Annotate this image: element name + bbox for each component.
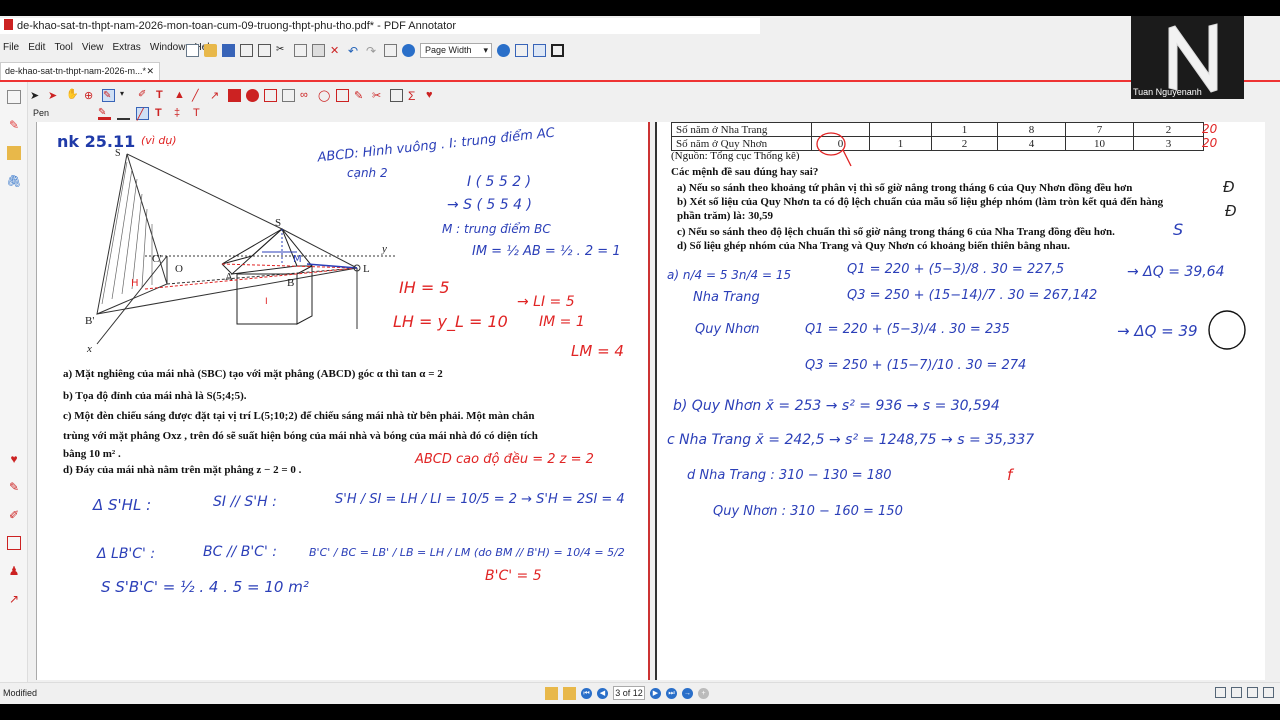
status-text: Modified [3, 688, 38, 698]
page-navigation [545, 686, 709, 700]
pdf-page-right[interactable] [655, 122, 1265, 680]
text-strike-icon[interactable]: ‡ [174, 106, 181, 119]
option-b-2: phần trăm) là: 30,59 [677, 210, 773, 222]
house-figure [57, 144, 397, 374]
new-doc-icon[interactable] [186, 44, 199, 57]
pdf-page-left[interactable] [36, 122, 650, 680]
table-cell: Số năm ở Nha Trang [672, 123, 812, 137]
table-row [672, 137, 1204, 151]
item-b: b) Tọa độ đỉnh của mái nhà là S(5;4;5). [63, 390, 247, 402]
note-LH: LH = y_L = 10 [393, 312, 508, 331]
note-LM: LM = 4 [571, 342, 624, 360]
note-LI: → LI = 5 [517, 294, 575, 310]
pen-dropdown-icon[interactable]: ▾ [120, 88, 125, 98]
table-row [672, 123, 1204, 137]
note-par1: SI // S'H : [213, 494, 277, 510]
note-area: S S'B'C' = ½ . 4 . 5 = 10 m² [101, 578, 309, 596]
straight-line-icon[interactable]: ╱ [136, 107, 149, 120]
side-total-1: 20 [1202, 122, 1218, 136]
mark-f: f [1007, 466, 1013, 484]
document-tab[interactable] [0, 62, 160, 80]
print-icon[interactable] [240, 44, 253, 57]
text-other-icon[interactable]: T [193, 106, 200, 119]
two-page-continuous-icon[interactable] [1263, 687, 1274, 698]
document-tab-label: de-khao-sat-tn-thpt-nam-2026-m...* [5, 66, 147, 76]
option-d: d) Số liệu ghép nhóm của Nha Trang và Quy Nhơn có khoảng biến thiên bằng nhau. [677, 240, 1070, 252]
svg-text:y: y [382, 243, 387, 255]
left-sidebar [0, 82, 28, 682]
eraser-icon[interactable] [264, 89, 277, 102]
svg-text:I: I [265, 297, 268, 307]
note-I: I ( 5 5 2 ) [467, 174, 532, 190]
note-bc: B'C' = 5 [485, 568, 542, 584]
text-tool-icon[interactable]: T [156, 88, 163, 101]
tab-underline [0, 80, 1280, 82]
item-c-2: trùng với mặt phẳng Oxz , trên đó sẽ suất hiện bóng của mái nhà và bóng của mái nhà đó có diện tích [63, 430, 538, 442]
circle-zero-mark [813, 130, 853, 170]
mark-a: Đ [1223, 178, 1235, 196]
close-tab-icon[interactable]: ✕ [146, 66, 154, 76]
window-title [0, 18, 760, 34]
note-ratio2: B'C' / BC = LB' / LB = LH / LM (do BM // B'H) = 10/4 = 5/2 [309, 546, 625, 559]
menu-tool[interactable]: Tool [54, 42, 73, 53]
svg-text:O: O [175, 263, 183, 275]
note-heading: nk 25.11 [57, 132, 136, 151]
marker-icon[interactable]: ✎ [354, 89, 364, 102]
work-nha-trang: Nha Trang [693, 290, 760, 305]
pen-options-toolbar [98, 104, 206, 122]
email-icon[interactable] [258, 44, 271, 57]
note-tri2: Δ LB'C' : [97, 546, 156, 562]
item-a: a) Mặt nghiêng của mái nhà (SBC) tạo với mặt phẳng (ABCD) góc α thì tan α = 2 [63, 368, 443, 380]
menu-bar [0, 40, 1130, 58]
highlighter-icon[interactable]: ✐ [138, 88, 147, 100]
sigma-icon[interactable]: Σ [408, 88, 416, 103]
bookmark-panel-icon[interactable] [7, 146, 21, 160]
table-cell: 8 [998, 123, 1066, 137]
note-tri1: Δ S'HL : [93, 496, 152, 514]
svg-text:H: H [131, 278, 139, 289]
full-screen-icon[interactable] [551, 44, 564, 57]
zoom-tool-icon[interactable]: ⊕ [84, 89, 94, 102]
highlighter-panel-icon[interactable]: ✐ [8, 508, 20, 522]
link-icon[interactable]: ∞ [300, 88, 308, 101]
marker-panel-icon[interactable]: ✎ [8, 118, 20, 132]
question-text: Các mệnh đề sau đúng hay sai? [671, 166, 819, 178]
redo-icon[interactable]: ↷ [366, 43, 377, 58]
table-cell: 3 [1134, 137, 1204, 151]
stamp-icon[interactable]: ▲ [174, 88, 185, 101]
pen-panel-icon[interactable]: ✎ [8, 480, 20, 494]
shaded-roof-shadow [97, 154, 167, 314]
line-width-icon[interactable] [117, 107, 130, 120]
webcam-overlay [1131, 16, 1244, 99]
two-page-view-icon[interactable] [1247, 687, 1258, 698]
delete-icon[interactable]: ✕ [330, 44, 340, 57]
hand-icon[interactable]: ✋ [66, 88, 79, 100]
pdf-annotator-window [0, 16, 1280, 704]
status-bar [0, 682, 1280, 704]
table-cell: 0 [812, 137, 870, 151]
svg-text:C': C' [152, 253, 162, 265]
note-ratio1: S'H / SI = LH / LI = 10/5 = 2 → S'H = 2SI = 4 [335, 492, 625, 507]
note-M: M : trung điểm BC [442, 222, 551, 236]
back-icon[interactable]: → [684, 689, 691, 697]
svg-text:S: S [115, 148, 121, 159]
table-cell: 4 [998, 137, 1066, 151]
menu-extras[interactable]: Extras [112, 42, 141, 53]
work-quy-nhon: Quy Nhơn [695, 322, 760, 337]
svg-text:S: S [275, 217, 282, 229]
note-IM: IM = ½ AB = ½ . 2 = 1 [472, 244, 621, 259]
work-q1-nt: Q1 = 220 + (5−3)/8 . 30 = 227,5 [847, 262, 1065, 277]
arrow-tool-icon[interactable]: ↗ [210, 89, 220, 102]
annotation-toolbar [30, 86, 439, 104]
folder-icon[interactable] [545, 687, 558, 700]
table-cell [870, 123, 932, 137]
table-cell: 1 [932, 123, 998, 137]
menu-file[interactable]: File [3, 42, 20, 53]
fit-page-icon[interactable] [515, 44, 528, 57]
work-c: c Nha Trang x̄ = 242,5 → s² = 1248,75 → s = 35,337 [667, 432, 1035, 448]
window-title-text: de-khao-sat-tn-thpt-nam-2026-mon-toan-cum-09-truong-thpt-phu-tho.pdf* - PDF Annotator [17, 20, 456, 32]
svg-text:A: A [225, 271, 233, 283]
item-d: d) Đáy của mái nhà nằm trên mặt phẳng z − 2 = 0 . [63, 464, 302, 476]
option-a: a) Nếu so sánh theo khoảng tứ phân vị thì số giờ nắng trong tháng 6 của Quy Nhơn đồng đều hơn [677, 182, 1133, 194]
attach-icon[interactable]: ✂ [372, 89, 382, 102]
pdf-doc-icon [4, 19, 13, 30]
favorite-heart-icon[interactable]: ♥ [426, 88, 433, 101]
option-b-1: b) Xét số liệu của Quy Nhơn ta có độ lệch chuẩn của mẫu số liệu ghép nhóm (làm tròn kết quả đến hàng [677, 196, 1164, 208]
item-c-1: c) Một đèn chiếu sáng được đặt tại vị trí L(5;10;2) để chiếu sáng mái nhà từ bên phải. Một màn chắn [63, 410, 535, 422]
image-tool-icon[interactable] [282, 89, 295, 102]
open-folder-icon[interactable] [204, 44, 217, 57]
fit-width-icon[interactable] [533, 44, 546, 57]
first-page-icon[interactable]: ⏮ [581, 688, 592, 699]
pen-color-icon[interactable]: ✎ [98, 107, 111, 120]
rectangle-tool-icon[interactable] [228, 89, 241, 102]
work-a-header: a) n/4 = 5 3n/4 = 15 [667, 268, 792, 282]
select-arrow-icon[interactable]: ➤ [30, 89, 40, 102]
item-c-3: bằng 10 m² . [63, 448, 121, 460]
page-icon[interactable] [384, 44, 397, 57]
menu-window[interactable]: Window [149, 42, 186, 53]
work-d2: Quy Nhơn : 310 − 160 = 150 [713, 504, 903, 519]
table-cell: 10 [1066, 137, 1134, 151]
last-page-icon[interactable]: ⏭ [666, 688, 677, 699]
svg-text:M: M [293, 254, 302, 265]
line-tool-icon[interactable]: ╱ [192, 89, 199, 102]
work-d1: d Nha Trang : 310 − 130 = 180 [687, 468, 892, 483]
save-icon[interactable] [222, 44, 235, 57]
table-cell: 1 [870, 137, 932, 151]
source-note: (Nguồn: Tổng cục Thống kê) [671, 150, 800, 162]
select-red-arrow-icon[interactable]: ➤ [48, 89, 58, 102]
note-IH: IH = 5 [399, 278, 450, 297]
mark-c: S [1173, 220, 1184, 239]
work-q3-nt: Q3 = 250 + (15−14)/7 . 30 = 267,142 [847, 288, 1098, 303]
favorites-panel-icon[interactable]: ♥ [10, 452, 18, 466]
side-total-2: 20 [1202, 136, 1218, 150]
note-abcd: ABCD: Hình vuông . I: trung điểm AC [316, 125, 556, 166]
form-panel-icon[interactable] [7, 536, 21, 550]
add-page-icon[interactable]: + [698, 688, 709, 699]
mark-b: Đ [1225, 202, 1237, 220]
undo-icon[interactable]: ↶ [348, 43, 359, 58]
attachments-panel-icon[interactable]: 🖇 [6, 174, 22, 188]
main-toolbar [186, 41, 564, 59]
continuous-view-icon[interactable] [1231, 687, 1242, 698]
note-S: → S ( 5 5 4 ) [447, 197, 532, 213]
work-b: b) Quy Nhơn x̄ = 253 → s² = 936 → s = 30,594 [673, 398, 1000, 414]
page-number-field[interactable]: 3 of 12 [613, 686, 645, 700]
note-par2: BC // B'C' : [203, 544, 277, 560]
data-table [671, 122, 1204, 151]
pages-panel-icon[interactable] [7, 90, 21, 104]
pen-tool-icon[interactable]: ✎ [102, 89, 115, 102]
menu-edit[interactable]: Edit [28, 42, 46, 53]
snapshot-icon[interactable] [390, 89, 403, 102]
copy-icon[interactable] [294, 44, 307, 57]
note-side: cạnh 2 [347, 166, 388, 180]
svg-text:L: L [363, 263, 370, 275]
circle-39-mark [1205, 308, 1249, 352]
next-page-icon[interactable]: ▶ [650, 688, 661, 699]
lasso-icon[interactable]: ◯ [318, 89, 331, 102]
vertical-scrollbar[interactable] [1266, 122, 1280, 680]
work-dq-nt: → ΔQ = 39,64 [1127, 264, 1225, 280]
prev-page-icon[interactable]: ◀ [597, 688, 608, 699]
note-heading-sub: (vì dụ) [141, 134, 177, 147]
note-IM1: IM = 1 [539, 314, 585, 330]
svg-text:x: x [87, 343, 92, 355]
ellipse-tool-icon[interactable] [246, 89, 259, 102]
option-c: c) Nếu so sánh theo độ lệch chuẩn thì số giờ nắng trong tháng 6 của Nha Trang đồng đều hơn. [677, 226, 1115, 238]
table-cell: 2 [1134, 123, 1204, 137]
zoom-out-icon[interactable] [402, 44, 415, 57]
table-cell: 7 [1066, 123, 1134, 137]
stamp-panel-icon[interactable]: ♟ [8, 564, 20, 578]
zoom-mode-select[interactable]: Page Width ▾ [420, 43, 492, 58]
zoom-in-icon[interactable] [497, 44, 510, 57]
bookmark-status-icon[interactable] [563, 687, 576, 700]
camera-icon[interactable] [336, 89, 349, 102]
single-page-view-icon[interactable] [1215, 687, 1226, 698]
note-d: ABCD cao độ đều = 2 z = 2 [415, 452, 594, 467]
text-format-icon[interactable]: T [155, 106, 162, 119]
table-cell: Số năm ở Quy Nhơn [672, 137, 812, 151]
work-q1-qn: Q1 = 220 + (5−3)/4 . 30 = 235 [805, 322, 1010, 337]
table-cell: 2 [932, 137, 998, 151]
menu-view[interactable]: View [81, 42, 104, 53]
svg-text:B': B' [85, 315, 95, 327]
os-top-bar [0, 0, 1280, 16]
current-tool-label: Pen [33, 108, 50, 118]
cut-icon[interactable]: ✂ [276, 43, 285, 55]
view-mode-icons [1215, 687, 1274, 698]
webcam-user-name: Tuan Nguyenanh [1133, 87, 1202, 97]
arrow-panel-icon[interactable]: ↗ [8, 592, 20, 606]
paste-icon[interactable] [312, 44, 325, 57]
svg-text:B: B [287, 277, 295, 289]
work-q3-qn: Q3 = 250 + (15−7)/10 . 30 = 274 [805, 358, 1027, 373]
work-dq-qn: → ΔQ = 39 [1117, 322, 1198, 340]
